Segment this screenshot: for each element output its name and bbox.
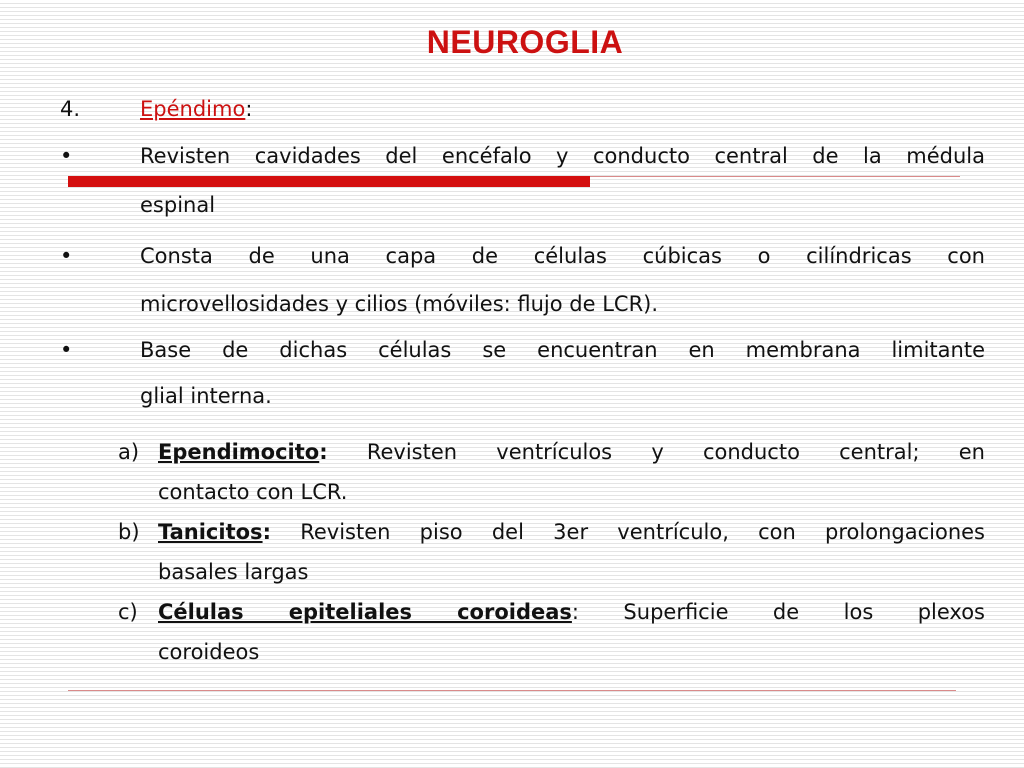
item-c-text: Superficie de los plexos — [578, 600, 985, 624]
section-number: 4. — [60, 97, 81, 121]
item-c-line-1 — [158, 600, 985, 624]
item-a-line-2: contacto con LCR. — [158, 480, 348, 504]
item-c-term: Células epiteliales coroideas — [158, 600, 572, 624]
item-b-line-1 — [158, 520, 985, 544]
bullet-icon: • — [60, 144, 73, 168]
item-b-line-2: basales largas — [158, 560, 309, 584]
item-b-term: Tanicitos — [158, 520, 263, 544]
item-a-line-1 — [158, 440, 985, 464]
item-marker-a: a) — [118, 440, 140, 464]
section-heading — [140, 97, 252, 121]
item-b-term-colon: : — [262, 520, 271, 544]
slide-title: NEUROGLIA — [426, 24, 624, 60]
item-b-text: Revisten piso del 3er ventrículo, con prolongaciones — [270, 520, 985, 544]
bullet-icon: • — [60, 244, 73, 268]
decorative-bar-thick — [68, 176, 590, 187]
item-a-term: Ependimocito — [158, 440, 320, 464]
section-colon: : — [245, 97, 253, 121]
bullet-2-line-2: microvellosidades y cilios (móviles: flujo de LCR). — [140, 292, 659, 316]
item-c-line-2: coroideos — [158, 640, 260, 664]
item-c-term-colon: : — [571, 600, 579, 624]
bullet-1-line-2: espinal — [140, 193, 216, 217]
item-marker-c: c) — [118, 600, 138, 624]
bullet-3-line-2: glial interna. — [140, 384, 272, 408]
bullet-icon: • — [60, 338, 73, 362]
item-marker-b: b) — [118, 520, 140, 544]
item-a-text: Revisten ventrículos y conducto central; en — [327, 440, 985, 464]
decorative-line-top — [590, 176, 960, 177]
bullet-1-line-1: Revisten cavidades del encéfalo y conducto central de la médula — [140, 144, 985, 168]
section-name: Epéndimo — [140, 97, 246, 121]
decorative-line-bottom — [68, 690, 956, 691]
bullet-2-line-1: Consta de una capa de células cúbicas o cilíndricas con — [140, 244, 985, 268]
item-a-term-colon: : — [319, 440, 328, 464]
bullet-3-line-1: Base de dichas células se encuentran en membrana limitante — [140, 338, 985, 362]
